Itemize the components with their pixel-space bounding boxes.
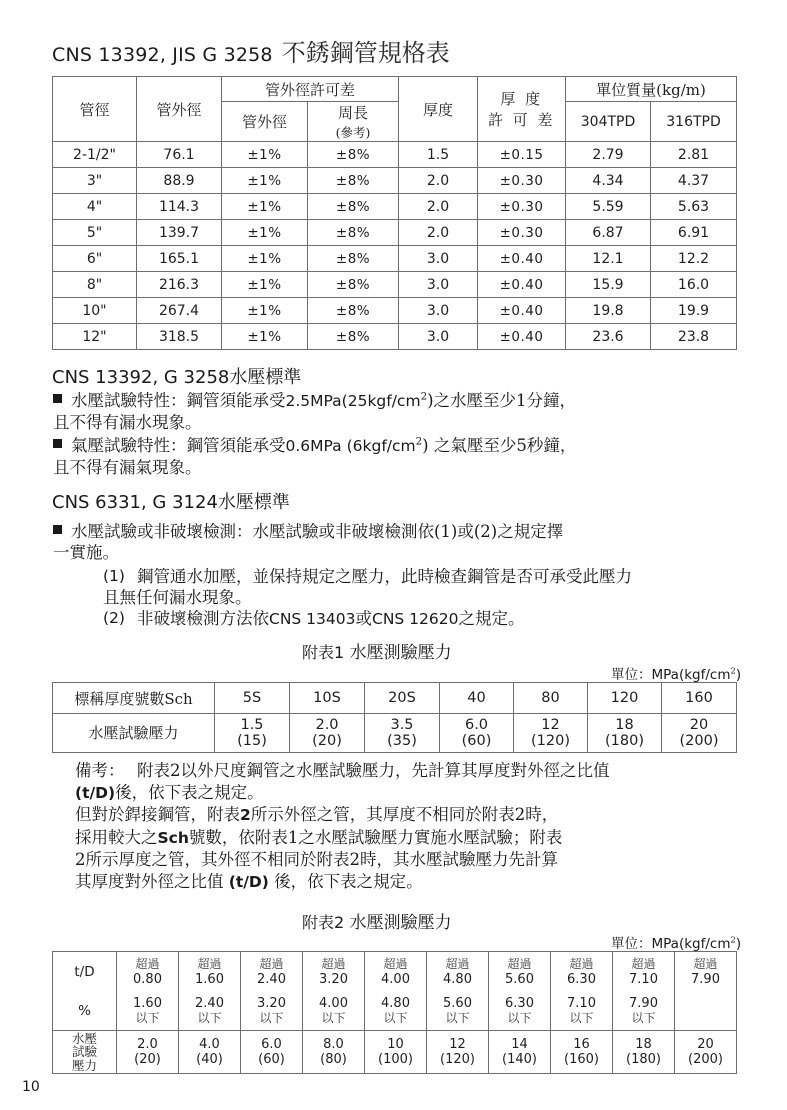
header-circumference [308,102,399,142]
s1b2-code: 0.6MPa (6kgf/cm [285,437,416,455]
appendix1-table [52,682,737,753]
appendix1-col-header: 120 [588,683,662,714]
cell-m304: 23.6 [566,324,651,350]
cell-m304: 5.59 [566,194,651,220]
remarks-block [75,760,775,893]
header-od-tolerance: 管外徑 [222,102,308,142]
table-row [53,272,737,298]
appendix2-range-over [241,952,303,993]
pressure-kgf: (120) [531,733,570,749]
table-row [53,194,737,220]
header-pipe-diameter: 管徑 [53,77,137,142]
pressure-kgf: (140) [502,1052,537,1067]
under-value: 7.90 [629,996,658,1011]
page-number: 10 [22,1079,40,1095]
appendix1-pressure-cell [215,714,290,753]
s1b1-code: 2.5MPa(25kgf/cm [285,392,421,410]
appendix1-table-wrapper [52,682,737,753]
appendix2-table-wrapper [52,951,737,1074]
appendix2-label-pressure-l2: 試驗 [71,1044,97,1060]
pressure-kgf: (180) [605,733,644,749]
over-value: 2.40 [257,972,286,987]
cell-m316: 16.0 [651,272,737,298]
pressure-kgf: (100) [378,1052,413,1067]
table-row [53,220,737,246]
pressure-kgf: (35) [387,733,417,749]
appendix2-pressure-row [53,1031,737,1074]
appendix2-pressure-cell [241,1031,303,1074]
s1b2-sup: 2 [415,436,423,448]
appendix2-range-over [613,952,675,993]
appendix1-pressure-cell [514,714,588,753]
section1-heading-code: CNS 13392, G 3258 [52,367,230,388]
header-mass-304: 304TPD [566,102,651,142]
cell-circ_tol: ±8% [308,324,399,350]
under-value: 1.60 [133,996,162,1011]
appendix1-row-label-sch: 標稱厚度號數Sch [53,683,215,714]
table-row [53,142,737,168]
pressure-mpa: 10 [387,1037,404,1052]
cell-m316: 19.9 [651,298,737,324]
appendix1-caption-text: 水壓測驗壓力 [349,643,452,663]
pressure-kgf: (80) [320,1052,347,1067]
cell-m316: 2.81 [651,142,737,168]
under-value: 5.60 [443,996,472,1011]
under-value: 2.40 [195,996,224,1011]
cell-od: 76.1 [137,142,222,168]
s1b1-line2: 且不得有漏水現象。 [53,413,202,432]
appendix2-range-under [303,992,365,1031]
appendix2-range-under [613,992,675,1031]
cell-od_tol: ±1% [222,324,308,350]
header-thickness-tolerance-line2: 許 可 差 [487,111,556,129]
appendix2-range-over [179,952,241,993]
section1-heading [52,363,301,389]
cell-thk_tol: ±0.30 [478,220,566,246]
appendix2-unit-value: MPa(kgf/cm [651,936,731,952]
page-title-code: CNS 13392, JIS G 3258 [52,44,273,66]
under-value: 4.00 [319,996,348,1011]
cell-circ_tol: ±8% [308,246,399,272]
appendix2-unit-sup: 2 [730,934,736,945]
remarks-line2-rest: 後，依下表之規定。 [115,782,264,802]
cell-circ_tol: ±8% [308,298,399,324]
section2-item-2 [103,608,763,630]
appendix1-pressure-cell [662,714,737,753]
appendix2-label-pct: % [53,992,117,1031]
s1b2-text-a: 氣壓試驗特性：鋼管須能承受 [71,436,286,455]
pressure-mpa: 20 [697,1037,714,1052]
cell-dia: 3" [53,168,137,194]
table-row [53,324,737,350]
cell-od_tol: ±1% [222,220,308,246]
over-value: 3.20 [319,972,348,987]
pressure-kgf: (200) [679,733,719,749]
appendix2-pressure-cell [489,1031,551,1074]
remarks-line2-code: (t/D) [75,783,116,802]
cell-thk_tol: ±0.40 [478,324,566,350]
cell-od_tol: ±1% [222,246,308,272]
cell-thk_tol: ±0.40 [478,298,566,324]
appendix1-value-row [53,714,737,753]
over-word: 超過 [631,957,656,971]
appendix2-range-over [551,952,613,993]
header-outside-diameter: 管外徑 [137,77,222,142]
over-value: 6.30 [567,972,596,987]
appendix1-col-header: 20S [365,683,440,714]
remarks-line6-code: (t/D) [228,872,269,891]
appendix1-pressure-cell [365,714,440,753]
appendix1-col-header: 160 [662,683,737,714]
appendix2-range-under [241,992,303,1031]
table-row [53,246,737,272]
cell-od: 267.4 [137,298,222,324]
appendix2-unit-note [611,932,741,952]
over-value: 4.80 [443,972,472,987]
cell-m304: 15.9 [566,272,651,298]
over-word: 超過 [445,957,470,971]
appendix2-range-over [365,952,427,993]
appendix2-label-td: t/D [53,952,117,993]
appendix1-caption [302,638,452,663]
cell-m304: 6.87 [566,220,651,246]
header-circumference-note: (參考) [335,125,371,140]
under-word: 以下 [135,1011,160,1025]
remarks-line4-b: 號數，依附表1之水壓試驗壓力實施水壓試驗；附表 [188,827,563,847]
s2-item2-label: (2) [103,609,125,627]
pressure-kgf: (20) [134,1052,161,1067]
under-value: 3.20 [257,996,286,1011]
appendix2-over-row [53,952,737,993]
appendix2-range-under [365,992,427,1031]
appendix2-unit-label: 單位： [611,936,652,952]
pressure-mpa: 12 [449,1037,466,1052]
appendix2-pressure-cell [179,1031,241,1074]
under-word: 以下 [445,1011,470,1025]
pressure-mpa: 18 [615,717,634,733]
pressure-kgf: (200) [688,1052,723,1067]
pressure-mpa: 8.0 [323,1037,344,1052]
s2-item2-text-c: 之規定。 [458,609,525,628]
appendix2-range-under [117,992,179,1031]
over-word: 超過 [259,957,284,971]
cell-thk_tol: ±0.30 [478,168,566,194]
bullet-square-icon [53,439,62,448]
appendix1-unit-close: ) [735,667,742,683]
section2-heading-cjk: 水壓標準 [217,492,290,513]
appendix1-row-label-pressure: 水壓試驗壓力 [53,714,215,753]
s1b1-sup: 2 [420,391,428,403]
remarks-body [75,761,610,891]
pressure-mpa: 4.0 [199,1037,220,1052]
cell-od: 114.3 [137,194,222,220]
remarks-line3-a: 但對於銲接鋼管，附表 [75,805,240,824]
remarks-line4-a: 採用較大之 [75,827,158,847]
cell-thk: 3.0 [399,272,478,298]
cell-m316: 23.8 [651,324,737,350]
cell-circ_tol: ±8% [308,194,399,220]
remarks-line1: 附表2以外尺度鋼管之水壓試驗壓力，先計算其厚度對外徑之比值 [137,761,610,780]
appendix1-unit-note [611,663,741,683]
s1b2-line2: 且不得有漏氣現象。 [53,458,202,477]
pressure-mpa: 12 [541,717,560,733]
appendix2-range-under [675,992,737,1031]
header-unit-mass-group: 單位質量(kg/m) [566,77,737,102]
appendix2-range-over [427,952,489,993]
s2-item1-body [103,567,632,607]
under-word: 以下 [507,1011,532,1025]
appendix2-range-under [489,992,551,1031]
remarks-line6-b: 後，依下表之規定。 [268,871,423,891]
appendix2-pressure-cell [613,1031,675,1074]
over-value: 7.10 [629,972,658,987]
appendix2-label-pressure-l3: 壓力 [71,1057,97,1073]
cell-od_tol: ±1% [222,272,308,298]
cell-thk_tol: ±0.30 [478,194,566,220]
spec-table-header-row-1 [53,77,737,102]
header-thickness-tolerance [478,77,566,142]
over-value: 5.60 [505,972,534,987]
cell-dia: 4" [53,194,137,220]
section1-heading-cjk: 水壓標準 [229,367,302,388]
cell-m316: 5.63 [651,194,737,220]
remarks-line6-a: 其厚度對外徑之比值 [75,871,229,891]
s2-item1-line1: 鋼管通水加壓，並保持規定之壓力，此時檢查鋼管是否可承受此壓力 [137,567,632,586]
pressure-mpa: 6.0 [464,717,489,733]
section1-bullet-1-body [53,391,576,432]
appendix2-table [52,951,737,1074]
spec-table-body [53,142,737,350]
s2-item1-line2: 且無任何漏水現象。 [103,588,252,607]
cell-m316: 4.37 [651,168,737,194]
pressure-mpa: 6.0 [261,1037,282,1052]
section2-item-1 [103,566,763,608]
pressure-kgf: (20) [312,733,342,749]
s2-item2-text-b: 或 [355,609,372,628]
cell-thk_tol: ±0.40 [478,272,566,298]
cell-thk: 3.0 [399,246,478,272]
over-value: 1.60 [195,972,224,987]
bullet-square-icon [53,394,62,403]
cell-thk: 2.0 [399,168,478,194]
under-value: 4.80 [381,996,410,1011]
remarks-line3-code: 2 [240,806,251,824]
appendix2-unit-close: ) [735,936,742,952]
s2-item2-code1: CNS 13403 [269,610,356,628]
appendix1-unit-value: MPa(kgf/cm [651,667,731,683]
cell-od_tol: ±1% [222,194,308,220]
pressure-mpa: 16 [573,1037,590,1052]
cell-od_tol: ±1% [222,168,308,194]
remarks-line3-b: 所示外徑之管，其厚度不相同於附表2時， [250,805,559,824]
appendix1-header-row [53,683,737,714]
remarks-line5: 2所示厚度之管，其外徑不相同於附表2時，其水壓試驗壓力先計算 [75,850,558,869]
pressure-kgf: (60) [258,1052,285,1067]
appendix1-unit-label: 單位： [611,667,652,683]
over-word: 超過 [383,957,408,971]
appendix1-unit-sup: 2 [730,665,736,676]
over-value: 0.80 [133,972,162,987]
section1-bullet-2 [53,435,743,478]
s2b1-line2: 一實施。 [53,543,119,562]
cell-circ_tol: ±8% [308,142,399,168]
header-od-tolerance-group: 管外徑許可差 [222,77,399,102]
appendix2-caption-number: 附表2 [302,913,345,932]
appendix2-pressure-cell [675,1031,737,1074]
pressure-mpa: 2.0 [137,1037,158,1052]
appendix2-caption-text: 水壓測驗壓力 [349,913,452,933]
header-circumference-main: 周長 [338,104,369,122]
cell-dia: 8" [53,272,137,298]
appendix2-pressure-cell [303,1031,365,1074]
pressure-kgf: (15) [237,733,267,749]
cell-thk_tol: ±0.15 [478,142,566,168]
cell-m304: 19.8 [566,298,651,324]
cell-dia: 6" [53,246,137,272]
over-word: 超過 [197,957,222,971]
section2-heading [52,488,290,514]
cell-circ_tol: ±8% [308,220,399,246]
cell-thk: 1.5 [399,142,478,168]
cell-m304: 2.79 [566,142,651,168]
under-value: 6.30 [505,996,534,1011]
appendix2-under-row [53,992,737,1031]
section1-bullet-1 [53,390,743,433]
cell-od_tol: ±1% [222,298,308,324]
cell-od: 165.1 [137,246,222,272]
section1-bullet-2-body [53,436,576,477]
s2b1-line1: 水壓試驗或非破壞檢測：水壓試驗或非破壞檢測依(1)或(2)之規定擇 [71,522,564,541]
page-title-cjk: 不銹鋼管規格表 [281,39,450,67]
appendix2-range-over [117,952,179,993]
remarks-label: 備考： [75,761,125,780]
section2-bullet-1 [53,521,753,563]
s2-item2-code2: CNS 12620 [372,610,459,628]
cell-dia: 2-1/2" [53,142,137,168]
under-word: 以下 [383,1011,408,1025]
appendix2-pressure-cell [365,1031,427,1074]
under-word: 以下 [631,1011,656,1025]
appendix1-pressure-cell [588,714,662,753]
cell-circ_tol: ±8% [308,272,399,298]
cell-m304: 12.1 [566,246,651,272]
appendix2-range-under [427,992,489,1031]
header-mass-316: 316TPD [651,102,737,142]
cell-od: 318.5 [137,324,222,350]
cell-m316: 6.91 [651,220,737,246]
cell-m304: 4.34 [566,168,651,194]
appendix2-caption [302,908,452,933]
cell-thk: 3.0 [399,298,478,324]
cell-thk: 2.0 [399,194,478,220]
over-word: 超過 [135,957,160,971]
under-word: 以下 [197,1011,222,1025]
appendix2-pressure-cell [427,1031,489,1074]
pressure-mpa: 20 [689,717,709,733]
section2-bullet-1-body [53,522,563,562]
over-word: 超過 [569,957,594,971]
appendix2-pressure-cell [117,1031,179,1074]
pressure-mpa: 2.0 [315,717,339,733]
cell-dia: 5" [53,220,137,246]
under-word: 以下 [259,1011,284,1025]
table-row [53,298,737,324]
appendix2-range-over [303,952,365,993]
cell-circ_tol: ±8% [308,168,399,194]
page-title [52,33,450,68]
cell-od: 139.7 [137,220,222,246]
pressure-mpa: 18 [635,1037,652,1052]
cell-m316: 12.2 [651,246,737,272]
pressure-kgf: (40) [196,1052,223,1067]
appendix1-col-header: 10S [290,683,365,714]
pressure-kgf: (180) [626,1052,661,1067]
appendix2-label-pressure-l1: 水壓 [71,1030,97,1046]
cell-thk: 3.0 [399,324,478,350]
appendix1-col-header: 40 [440,683,514,714]
appendix2-range-under [551,992,613,1031]
s2-item2-text-a: 非破壞檢測方法依 [137,609,269,628]
cell-thk_tol: ±0.40 [478,246,566,272]
appendix2-label-pressure [53,1031,117,1074]
pressure-kgf: (120) [440,1052,475,1067]
appendix1-caption-number: 附表1 [302,643,345,662]
spec-table [52,76,737,350]
s1b2-text-b: ) 之氣壓至少5秒鐘， [422,436,577,455]
s1b1-text-b: )之水壓至少1分鐘， [427,391,577,410]
table-row [53,168,737,194]
cell-dia: 12" [53,324,137,350]
header-thickness: 厚度 [399,77,478,142]
appendix1-col-header: 80 [514,683,588,714]
cell-dia: 10" [53,298,137,324]
appendix2-range-over [675,952,737,993]
appendix2-pressure-cell [551,1031,613,1074]
pressure-mpa: 3.5 [390,717,414,733]
remarks-line4-code: Sch [157,828,189,847]
under-word: 以下 [321,1011,346,1025]
cell-od: 216.3 [137,272,222,298]
over-value: 4.00 [381,972,410,987]
cell-od_tol: ±1% [222,142,308,168]
appendix2-range-under [179,992,241,1031]
s1b1-text-a: 水壓試驗特性：鋼管須能承受 [71,391,286,410]
s2-item2-body [137,609,525,628]
over-value: 7.90 [691,972,720,987]
over-word: 超過 [507,957,532,971]
cell-od: 88.9 [137,168,222,194]
pressure-mpa: 14 [511,1037,528,1052]
pressure-kgf: (160) [564,1052,599,1067]
section2-heading-code: CNS 6331, G 3124 [52,492,218,513]
under-word: 以下 [569,1011,594,1025]
appendix1-pressure-cell [290,714,365,753]
pressure-mpa: 1.5 [240,717,264,733]
header-thickness-tolerance-line1: 厚 度 [500,90,543,108]
s2-item1-label: (1) [103,567,125,585]
pressure-kgf: (60) [461,733,492,749]
appendix1-col-header: 5S [215,683,290,714]
over-word: 超過 [693,957,718,971]
spec-table-wrapper [52,76,736,350]
cell-thk: 2.0 [399,220,478,246]
under-value: 7.10 [567,996,596,1011]
over-word: 超過 [321,957,346,971]
appendix2-range-over [489,952,551,993]
bullet-square-icon [53,525,62,534]
appendix1-pressure-cell [440,714,514,753]
